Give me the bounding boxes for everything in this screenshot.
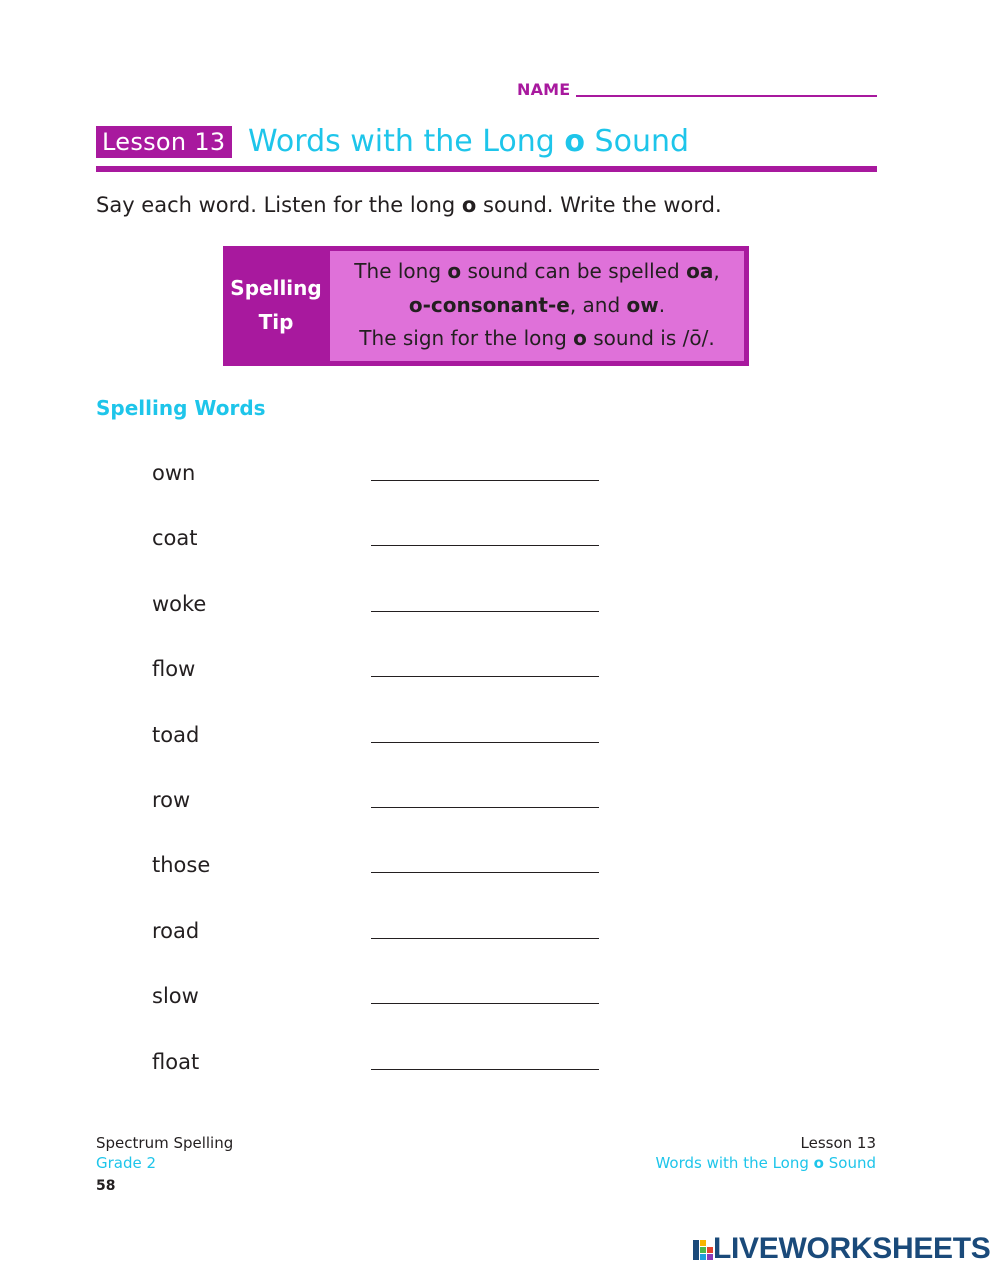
brand-name: LIVEWORKSHEETS (713, 1232, 991, 1265)
spelling-word: road (152, 918, 200, 943)
answer-line[interactable] (371, 1003, 599, 1004)
instructions-text-end: sound. Write the word. (483, 193, 722, 217)
lesson-title (248, 124, 689, 160)
spelling-tip-box (223, 246, 749, 366)
spelling-word: toad (152, 722, 200, 747)
word-row (152, 1044, 612, 1109)
lesson-title-text-end: Sound (594, 124, 690, 159)
lesson-badge: Lesson 13 (96, 126, 232, 158)
answer-line[interactable] (371, 676, 599, 677)
word-row (152, 651, 612, 716)
tip-line-2: o-consonant-e, and ow. (408, 292, 666, 317)
answer-line[interactable] (371, 872, 599, 873)
word-row (152, 520, 612, 585)
footer-right (655, 1133, 876, 1173)
word-row (152, 913, 612, 978)
word-row (152, 978, 612, 1043)
name-field (517, 78, 877, 100)
page-number: 58 (96, 1178, 116, 1194)
footer-left (96, 1133, 233, 1196)
spelling-word: flow (152, 657, 196, 682)
lesson-title-text: Words with the Long (248, 124, 555, 159)
spelling-word: coat (152, 526, 198, 551)
instructions (96, 191, 722, 219)
footer-grade: Grade 2 (96, 1154, 157, 1172)
footer-lesson: Lesson 13 (800, 1134, 876, 1152)
liveworksheets-logo-icon (691, 1238, 715, 1262)
answer-line[interactable] (371, 480, 599, 481)
answer-line[interactable] (371, 938, 599, 939)
spelling-word: own (152, 461, 196, 485)
answer-line[interactable] (371, 545, 599, 546)
liveworksheets-brand[interactable] (691, 1232, 991, 1266)
spelling-tip-body (330, 251, 744, 361)
answer-line[interactable] (371, 1069, 599, 1070)
spelling-word: slow (152, 984, 199, 1009)
spelling-word: row (152, 787, 191, 812)
footer-lesson-title: Words with the Long o Sound (655, 1154, 876, 1172)
spelling-word: float (152, 1049, 200, 1074)
word-list (152, 455, 612, 1109)
word-row (152, 782, 612, 847)
answer-line[interactable] (371, 742, 599, 743)
tip-label-line1: Spelling (230, 276, 322, 300)
instructions-text: Say each word. Listen for the long (96, 193, 456, 217)
answer-line[interactable] (371, 611, 599, 612)
header-divider (96, 166, 877, 172)
spelling-word: woke (152, 591, 207, 616)
spelling-words-heading: Spelling Words (96, 396, 266, 420)
word-row (152, 717, 612, 782)
word-row (152, 847, 612, 912)
answer-line[interactable] (371, 807, 599, 808)
tip-line-3: The sign for the long o sound is /ō/. (359, 326, 715, 350)
name-write-line[interactable] (576, 95, 877, 97)
tip-label-line2: Tip (258, 310, 294, 334)
spelling-tip-label (223, 246, 329, 366)
lesson-header (96, 124, 877, 172)
lesson-title-letter: o (564, 124, 585, 159)
tip-line-1: The long o sound can be spelled oa, (354, 259, 720, 283)
spelling-word: those (152, 853, 211, 878)
instructions-letter: o (461, 193, 477, 217)
word-row (152, 586, 612, 651)
footer-book-title: Spectrum Spelling (96, 1134, 234, 1152)
name-label: NAME (517, 80, 571, 99)
word-row (152, 455, 612, 520)
